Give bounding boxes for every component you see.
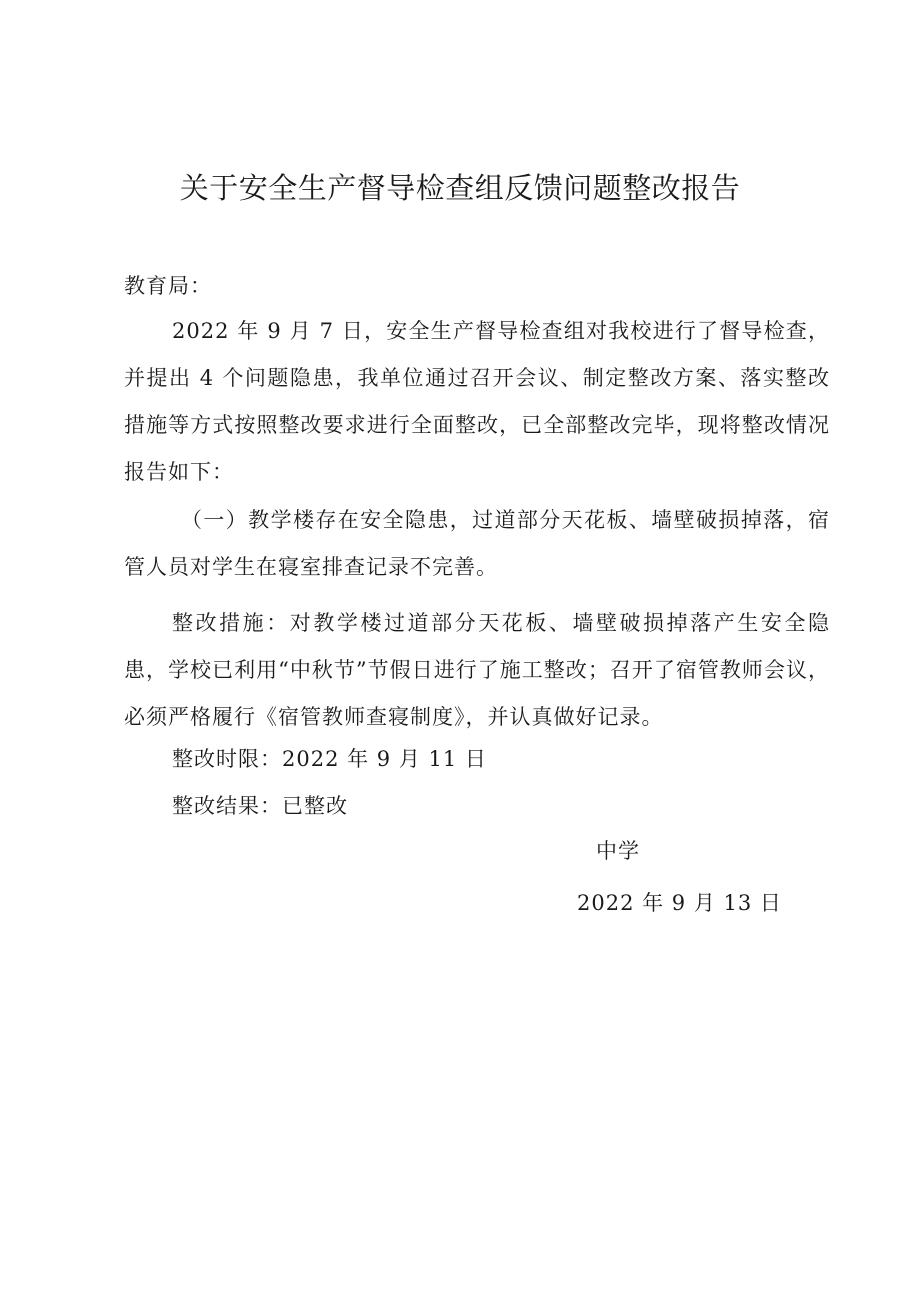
signature-date: 2022 年 9 月 13 日 [577, 891, 782, 915]
paragraph-intro: 2022 年 9 月 7 日，安全生产督导检查组对我校进行了督导检查，并提出 4 个问题隐患，我单位通过召开会议、制定整改方案、落实整改措施等方式按照整改要求进行全面整改，已全部整改完毕，现将整改情况报告如下： [124, 319, 830, 484]
paragraph-issue-one: （一）教学楼存在安全隐患，过道部分天花板、墙壁破损掉落，宿管人员对学生在寝室排查记录不完善。 [124, 508, 830, 579]
paragraph-rectification-measures: 整改措施：对教学楼过道部分天花板、墙壁破损掉落产生安全隐患，学校已利用“中秋节”节假日进行了施工整改；召开了宿管教师会议，必须严格履行《宿管教师查寝制度》，并认真做好记录。 [124, 611, 830, 729]
signature-organization: 中学 [596, 839, 640, 863]
paragraph-result: 整改结果：已整改 [172, 794, 348, 818]
document-title: 关于安全生产督导检查组反馈问题整改报告 [179, 171, 741, 205]
paragraph-deadline: 整改时限：2022 年 9 月 11 日 [172, 747, 487, 771]
salutation: 教育局： [124, 274, 212, 298]
